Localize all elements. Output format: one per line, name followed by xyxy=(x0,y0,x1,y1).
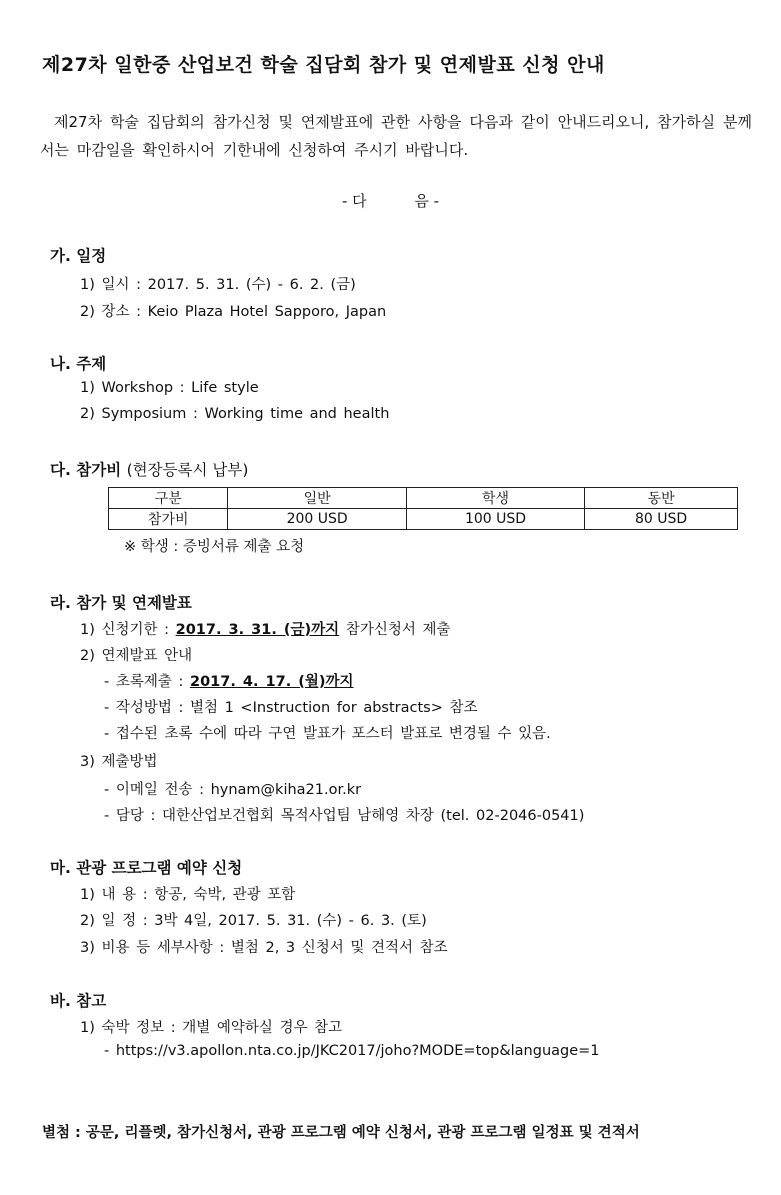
fee-col-companion: 동반 xyxy=(585,488,738,509)
submission-email: - 이메일 전송 : hynam@kiha21.or.kr xyxy=(104,782,362,798)
fee-col-general: 일반 xyxy=(228,488,406,509)
theme-workshop: 1) Workshop : Life style xyxy=(80,380,259,396)
abstract-deadline-line xyxy=(104,670,354,691)
fee-student-value: 100 USD xyxy=(406,509,584,530)
intro-paragraph: 제27차 학술 집담회의 참가신청 및 연제발표에 관한 사항을 다음과 같이 안내드리오니, 참가하실 분께서는 마감일을 확인하시어 기한내에 신청하여 주시기 바랍니다. xyxy=(40,113,752,159)
tour-schedule: 2) 일 정 : 3박 4일, 2017. 5. 31. (수) - 6. 3. (토) xyxy=(80,913,427,929)
participation-heading: 라. 참가 및 연제발표 xyxy=(50,594,192,612)
tour-cost-details: 3) 비용 등 세부사항 : 별첨 2, 3 신청서 및 견적서 참조 xyxy=(80,940,448,956)
fee-heading-label: 다. 참가비 xyxy=(50,461,122,479)
submission-method: 3) 제출방법 xyxy=(80,754,158,770)
fee-general-value: 200 USD xyxy=(228,509,406,530)
theme-symposium: 2) Symposium : Working time and health xyxy=(80,406,390,422)
fee-row-label: 참가비 xyxy=(109,509,228,530)
fee-col-category: 구분 xyxy=(109,488,228,509)
registration-deadline-date: 2017. 3. 31. (금)까지 xyxy=(175,622,340,638)
abstract-deadline-prefix: - 초록제출 : xyxy=(104,674,190,690)
presentation-change-note: - 접수된 초록 수에 따라 구연 발표가 포스터 발표로 변경될 수 있음. xyxy=(104,726,551,742)
fee-table-row xyxy=(109,509,738,530)
document-title: 제27차 일한중 산업보건 학술 집담회 참가 및 연제발표 신청 안내 xyxy=(42,54,605,76)
fee-table xyxy=(108,487,738,530)
abstract-deadline-date: 2017. 4. 17. (월)까지 xyxy=(189,674,354,690)
fee-table-header-row xyxy=(109,488,738,509)
attachments-footer: 별첨 : 공문, 리플렛, 참가신청서, 관광 프로그램 예약 신청서, 관광 프로그램 일정표 및 견적서 xyxy=(42,1125,640,1141)
fee-col-student: 학생 xyxy=(406,488,584,509)
accommodation-info: 1) 숙박 정보 : 개별 예약하실 경우 참고 xyxy=(80,1020,343,1036)
accommodation-link[interactable]: - https://v3.apollon.nta.co.jp/JKC2017/joho?MODE=top&language=1 xyxy=(104,1043,600,1059)
registration-deadline-prefix: 1) 신청기한 : xyxy=(80,622,176,638)
submission-contact: - 담당 : 대한산업보건협회 목적사업팀 남해영 차장 (tel. 02-2046-0541) xyxy=(104,808,585,824)
registration-deadline-suffix: 참가신청서 제출 xyxy=(339,622,451,638)
registration-deadline-line xyxy=(80,618,450,639)
presentation-guide: 2) 연제발표 안내 xyxy=(80,648,193,664)
reference-heading: 바. 참고 xyxy=(50,992,107,1010)
theme-heading: 나. 주제 xyxy=(50,355,107,373)
fee-companion-value: 80 USD xyxy=(585,509,738,530)
fee-heading xyxy=(50,458,248,480)
section-divider: - 다 음 - xyxy=(341,192,440,210)
abstract-format: - 작성방법 : 별첨 1 <Instruction for abstracts> 참조 xyxy=(104,700,478,716)
tour-content: 1) 내 용 : 항공, 숙박, 관광 포함 xyxy=(80,887,296,903)
fee-heading-note: (현장등록시 납부) xyxy=(126,461,249,479)
schedule-date: 1) 일시 : 2017. 5. 31. (수) - 6. 2. (금) xyxy=(80,277,356,293)
schedule-venue: 2) 장소 : Keio Plaza Hotel Sapporo, Japan xyxy=(80,304,387,320)
tour-heading: 마. 관광 프로그램 예약 신청 xyxy=(50,859,243,877)
schedule-heading: 가. 일정 xyxy=(50,247,107,265)
fee-student-note: ※ 학생 : 증빙서류 제출 요청 xyxy=(124,539,305,555)
